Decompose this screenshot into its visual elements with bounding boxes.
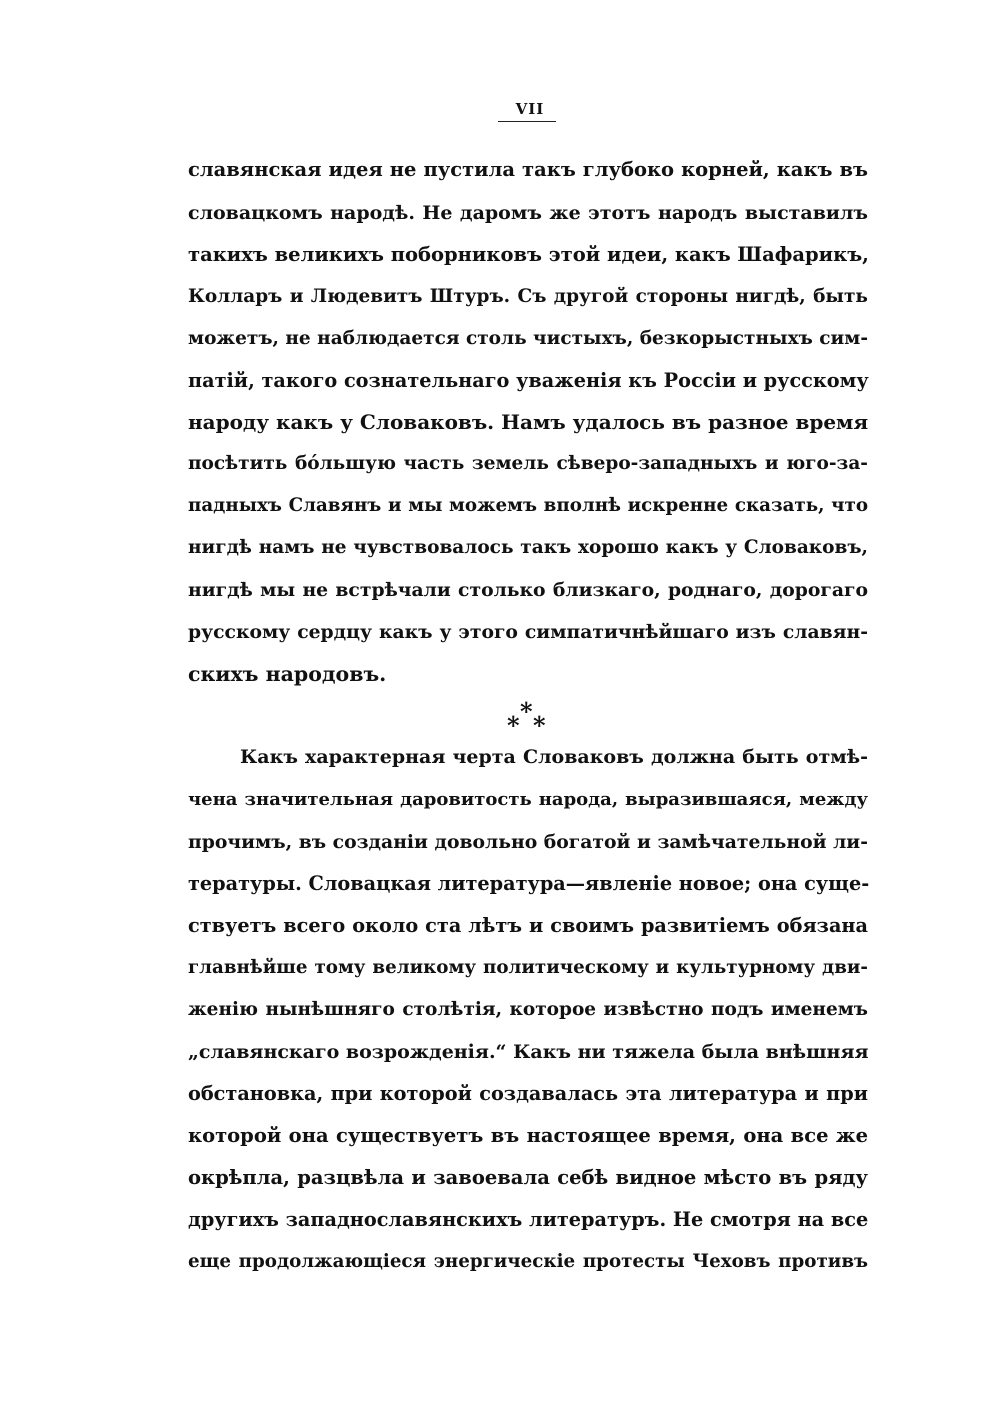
- text-line: славянская идея не пустила такъ глубоко корней, какъ въ: [188, 158, 868, 181]
- text-line: окрѣпла, разцвѣла и завоевала себѣ видное мѣсто въ ряду: [188, 1166, 868, 1189]
- text-line: главнѣйше тому великому политическому и культурному дви-: [188, 957, 868, 978]
- text-line: посѣтить бóльшую часть земель сѣверо-западныхъ и юго-за-: [188, 453, 868, 474]
- text-line: нигдѣ мы не встрѣчали столько близкаго, роднаго, дорогаго: [188, 579, 868, 601]
- text-line: которой она существуетъ въ настоящее время, она все же: [188, 1124, 868, 1147]
- text-line: можетъ, не наблюдается столь чистыхъ, безкорыстныхъ сим-: [188, 328, 869, 349]
- page-number-rule: [498, 121, 556, 122]
- text-line: женію нынѣшняго столѣтія, которое извѣстно подъ именемъ: [188, 999, 868, 1020]
- asterism-star: *: [507, 711, 520, 740]
- text-line: Колларъ и Людевитъ Штуръ. Съ другой стороны нигдѣ, быть: [188, 286, 868, 307]
- text-line: народу какъ у Словаковъ. Намъ удалось въ разное время: [188, 410, 869, 434]
- page-number: VII: [515, 100, 545, 118]
- text-line: падныхъ Славянъ и мы можемъ вполнѣ искренне сказать, что: [188, 495, 868, 516]
- text-line: прочимъ, въ созданіи довольно богатой и замѣчательной ли-: [188, 831, 868, 853]
- text-line: другихъ западнославянскихъ литературъ. Не смотря на все: [188, 1208, 869, 1231]
- text-line: такихъ великихъ поборниковъ этой идеи, какъ Шафарикъ,: [188, 243, 869, 266]
- text-line: тературы. Словацкая литература—явленіе новое; она суще-: [188, 872, 870, 895]
- text-line: чена значительная даровитость народа, выразившаяся, между: [188, 789, 868, 810]
- text-line: патій, такого сознательнаго уваженія къ Россіи и русскому: [188, 369, 869, 392]
- asterism-star: *: [520, 697, 533, 726]
- text-line: русскому сердцу какъ у этого симпатичнѣйшаго изъ славян-: [188, 621, 868, 643]
- text-line: „славянскаго возрожденія.“ Какъ ни тяжела была внѣшняя: [188, 1041, 869, 1063]
- asterism-star: *: [533, 711, 546, 740]
- text-line: нигдѣ намъ не чувствовалось такъ хорошо какъ у Словаковъ,: [188, 537, 868, 558]
- text-line: скихъ народовъ.: [188, 662, 387, 686]
- text-line: Какъ характерная черта Словаковъ должна быть отмѣ-: [240, 746, 868, 768]
- text-line: ствуетъ всего около ста лѣтъ и своимъ развитіемъ обязана: [188, 914, 868, 937]
- asterism-divider: [500, 697, 560, 740]
- text-line: еще продолжающіеся энергическіе протесты Чеховъ противъ: [188, 1251, 868, 1272]
- text-line: словацкомъ народѣ. Не даромъ же этотъ народъ выставилъ: [188, 202, 868, 224]
- text-line: обстановка, при которой создавалась эта литература и при: [188, 1082, 868, 1105]
